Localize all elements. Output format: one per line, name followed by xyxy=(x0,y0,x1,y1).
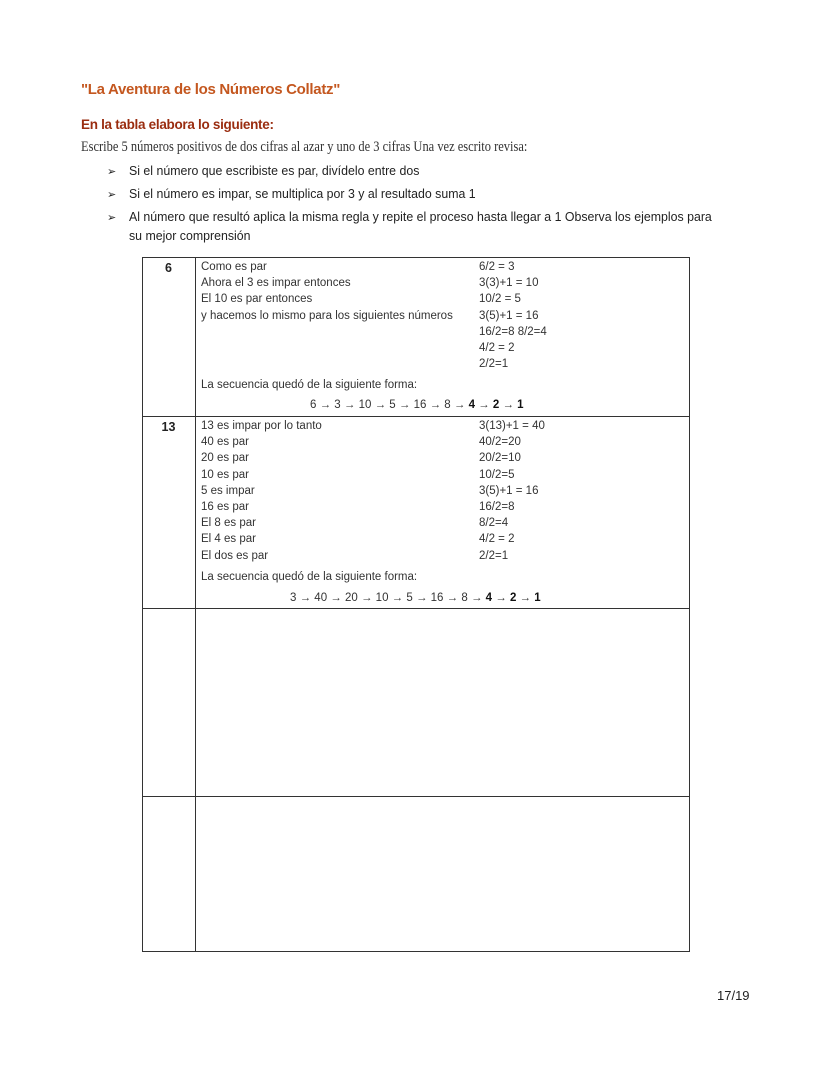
arrow-right-icon: → xyxy=(340,399,359,411)
operation-line: 8/2=4 xyxy=(479,517,509,530)
operation-line: 2/2=1 xyxy=(479,358,509,371)
operation-line: 2/2=1 xyxy=(479,549,509,562)
arrow-right-icon: → xyxy=(395,399,414,411)
sequence-label: La secuencia quedó de la siguiente forma: xyxy=(201,379,418,391)
explanation-line: 16 es par xyxy=(201,501,249,513)
row-number: 6 xyxy=(165,261,172,275)
arrowhead-bullet-icon: ➢ xyxy=(107,212,117,224)
sequence-value: 20 xyxy=(344,592,358,604)
bullet-item: ➢ Si el número que escribiste es par, divídelo entre dos xyxy=(107,163,420,178)
table-row-divider xyxy=(142,416,690,417)
explanation-line: 40 es par xyxy=(201,436,249,449)
arrow-right-icon: → xyxy=(371,399,390,411)
section-subtitle: En la tabla elabora lo siguiente: xyxy=(81,117,274,132)
explanation-line: y hacemos lo mismo para los siguientes números xyxy=(201,309,453,322)
operation-line: 4/2 = 2 xyxy=(479,342,515,354)
arrow-right-icon: → xyxy=(443,592,462,604)
operation-line: 3(5)+1 = 16 xyxy=(479,484,539,497)
sequence-value: 1 xyxy=(517,399,524,411)
table-row-divider xyxy=(142,796,690,797)
instruction-text: Escribe 5 números positivos de dos cifras al azar y uno de 3 cifras Una vez escrito revisa: xyxy=(81,139,528,155)
explanation-line: 20 es par xyxy=(201,452,249,465)
sequence-value: 10 xyxy=(358,399,372,411)
arrow-right-icon: → xyxy=(327,592,345,604)
sequence-value: 5 xyxy=(406,592,413,604)
sequence-value: 8 xyxy=(461,592,468,604)
operation-line: 3(3)+1 = 10 xyxy=(479,277,539,290)
sequence-value: 2 xyxy=(492,399,500,411)
sequence-value: 4 xyxy=(485,592,493,604)
arrowhead-bullet-icon: ➢ xyxy=(107,166,117,178)
collatz-sequence xyxy=(290,592,541,604)
sequence-value: 2 xyxy=(509,592,517,604)
arrow-right-icon: → xyxy=(412,592,431,604)
sequence-label: La secuencia quedó de la siguiente forma: xyxy=(201,571,418,583)
operation-line: 10/2=5 xyxy=(479,468,515,481)
page-number: 17/19 xyxy=(717,988,750,1003)
bullet-item: ➢ Al número que resultó aplica la misma regla y repite el proceso hasta llegar a 1 Observa los ejemplos para xyxy=(107,209,712,224)
sequence-value: 5 xyxy=(389,399,396,411)
sequence-value: 8 xyxy=(444,399,451,411)
arrow-right-icon: → xyxy=(296,592,315,604)
explanation-line: El 8 es par xyxy=(201,517,256,530)
operation-line: 3(5)+1 = 16 xyxy=(479,309,539,322)
operation-line: 16/2=8 xyxy=(479,501,515,513)
arrow-right-icon: → xyxy=(357,592,376,604)
arrow-right-icon: → xyxy=(492,592,510,604)
explanation-line: El 10 es par entonces xyxy=(201,293,313,306)
arrow-right-icon: → xyxy=(467,592,486,604)
operation-line: 20/2=10 xyxy=(479,452,521,465)
sequence-value: 16 xyxy=(413,399,427,411)
arrow-right-icon: → xyxy=(474,399,493,411)
collatz-table xyxy=(142,257,690,952)
operation-line: 4/2 = 2 xyxy=(479,533,515,546)
explanation-line: Como es par xyxy=(201,261,267,273)
table-column-divider xyxy=(195,257,196,952)
sequence-value: 3 xyxy=(290,592,297,604)
document-title: "La Aventura de los Números Collatz" xyxy=(81,81,341,98)
arrow-right-icon: → xyxy=(388,592,407,604)
operation-line: 10/2 = 5 xyxy=(479,293,521,306)
operation-line: 3(13)+1 = 40 xyxy=(479,420,545,432)
arrow-right-icon: → xyxy=(426,399,445,411)
sequence-value: 16 xyxy=(430,592,444,604)
explanation-line: El 4 es par xyxy=(201,533,256,546)
explanation-line: 5 es impar xyxy=(201,484,255,497)
row-number: 13 xyxy=(161,420,176,434)
arrow-right-icon: → xyxy=(316,399,335,411)
sequence-value: 4 xyxy=(468,399,475,411)
operation-line: 16/2=8 8/2=4 xyxy=(479,325,547,338)
bullet-item-continuation: su mejor comprensión xyxy=(129,228,251,243)
arrow-right-icon: → xyxy=(516,592,535,604)
sequence-value: 6 xyxy=(310,399,317,411)
explanation-line: 10 es par xyxy=(201,468,249,481)
sequence-value: 40 xyxy=(314,592,328,604)
collatz-sequence xyxy=(310,399,524,411)
explanation-line: 13 es impar por lo tanto xyxy=(201,420,322,432)
bullet-item: ➢ Si el número es impar, se multiplica por 3 y al resultado suma 1 xyxy=(107,186,476,201)
table-row-divider xyxy=(142,608,690,609)
sequence-value: 1 xyxy=(534,592,541,604)
operation-line: 40/2=20 xyxy=(479,436,521,449)
operation-line: 6/2 = 3 xyxy=(479,261,515,273)
explanation-line: Ahora el 3 es impar entonces xyxy=(201,277,351,290)
arrowhead-bullet-icon: ➢ xyxy=(107,189,117,201)
arrow-right-icon: → xyxy=(499,399,518,411)
sequence-value: 3 xyxy=(334,399,341,411)
explanation-line: El dos es par xyxy=(201,549,269,562)
arrow-right-icon: → xyxy=(450,399,469,411)
sequence-value: 10 xyxy=(375,592,389,604)
